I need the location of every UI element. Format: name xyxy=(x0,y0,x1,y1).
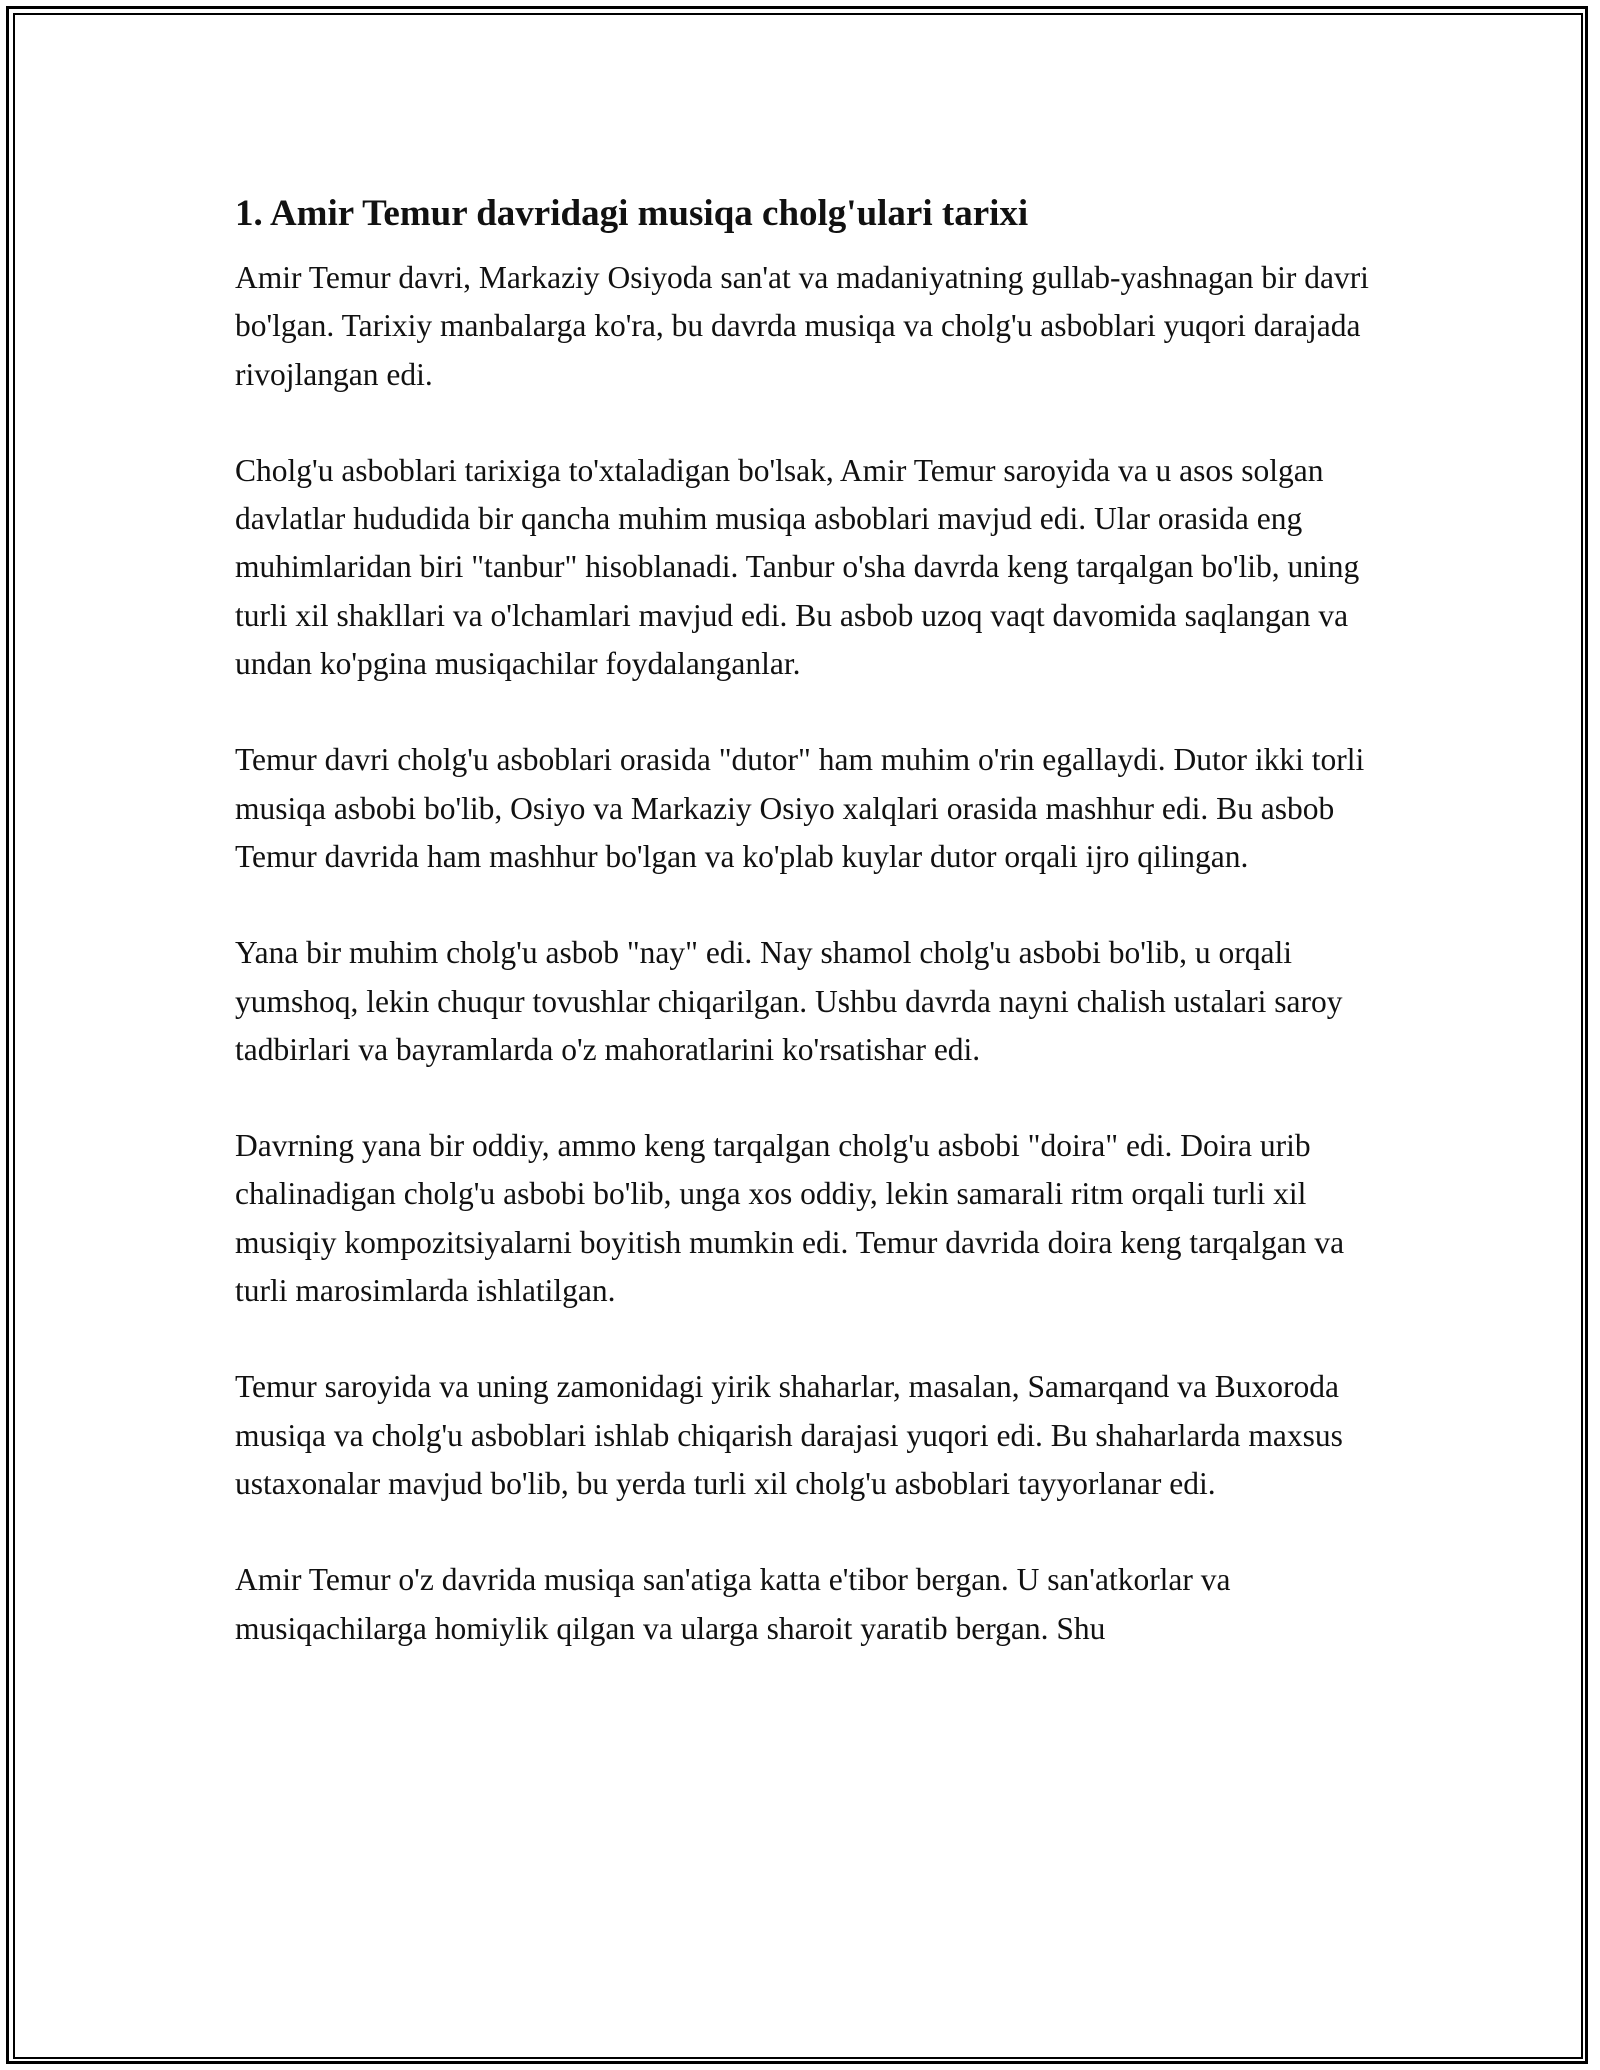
paragraph-tanbur: Cholg'u asboblari tarixiga to'xtaladigan bo'lsak, Amir Temur saroyida va u asos solgan davlatlar hududida bir qancha muhim musiqa asboblari mavjud edi. Ular orasida eng muhimlaridan biri "tanbur" hisoblanadi. Tanbur o'sha davrda keng tarqalgan bo'lib, uning turli xil shakllari va o'lchamlari mavjud edi. Bu asbob uzoq vaqt davomida saqlangan va undan ko'pgina musiqachilar foydalanganlar. xyxy=(235,452,1360,682)
paragraph-doira: Davrning yana bir oddiy, ammo keng tarqalgan cholg'u asbobi "doira" edi. Doira urib chalinadigan cholg'u asbobi bo'lib, unga xos oddiy, lekin samarali ritm orqali turli xil musiqiy kompozitsiyalarni boyitish mumkin edi. Temur davrida doira keng tarqalgan va turli marosimlarda ishlatilgan. xyxy=(235,1128,1345,1309)
paragraph-patronage: Amir Temur o'z davrida musiqa san'atiga katta e'tibor bergan. U san'atkorlar va musiqachilarga homiylik qilgan va ularga sharoit yaratib bergan. Shu xyxy=(235,1562,1231,1646)
section-heading: 1. Amir Temur davridagi musiqa cholg'ulari tarixi xyxy=(235,193,1029,234)
document-body xyxy=(235,186,1370,1701)
paragraph-dutor: Temur davri cholg'u asboblari orasida "dutor" ham muhim o'rin egallaydi. Dutor ikki torli musiqa asbobi bo'lib, Osiyo va Markaziy Osiyo xalqlari orasida mashhur edi. Bu asbob Temur davrida ham mashhur bo'lgan va ko'plab kuylar dutor orqali ijro qilingan. xyxy=(235,742,1365,874)
paragraph-intro: Amir Temur davri, Markaziy Osiyoda san'at va madaniyatning gullab-yashnagan bir davri bo'lgan. Tarixiy manbalarga ko'ra, bu davrda musiqa va cholg'u asboblari yuqori darajada rivojlangan edi. xyxy=(235,260,1369,392)
paragraph-workshops: Temur saroyida va uning zamonidagi yirik shaharlar, masalan, Samarqand va Buxoroda musiqa va cholg'u asboblari ishlab chiqarish darajasi yuqori edi. Bu shaharlarda maxsus ustaxonalar mavjud bo'lib, bu yerda turli xil cholg'u asboblari tayyorlanar edi. xyxy=(235,1369,1343,1501)
paragraph-nay: Yana bir muhim cholg'u asbob "nay" edi. Nay shamol cholg'u asbobi bo'lib, u orqali yumshoq, lekin chuqur tovushlar chiqarilgan. Ushbu davrda nayni chalish ustalari saroy tadbirlari va bayramlarda o'z mahoratlarini ko'rsatishar edi. xyxy=(235,935,1343,1067)
